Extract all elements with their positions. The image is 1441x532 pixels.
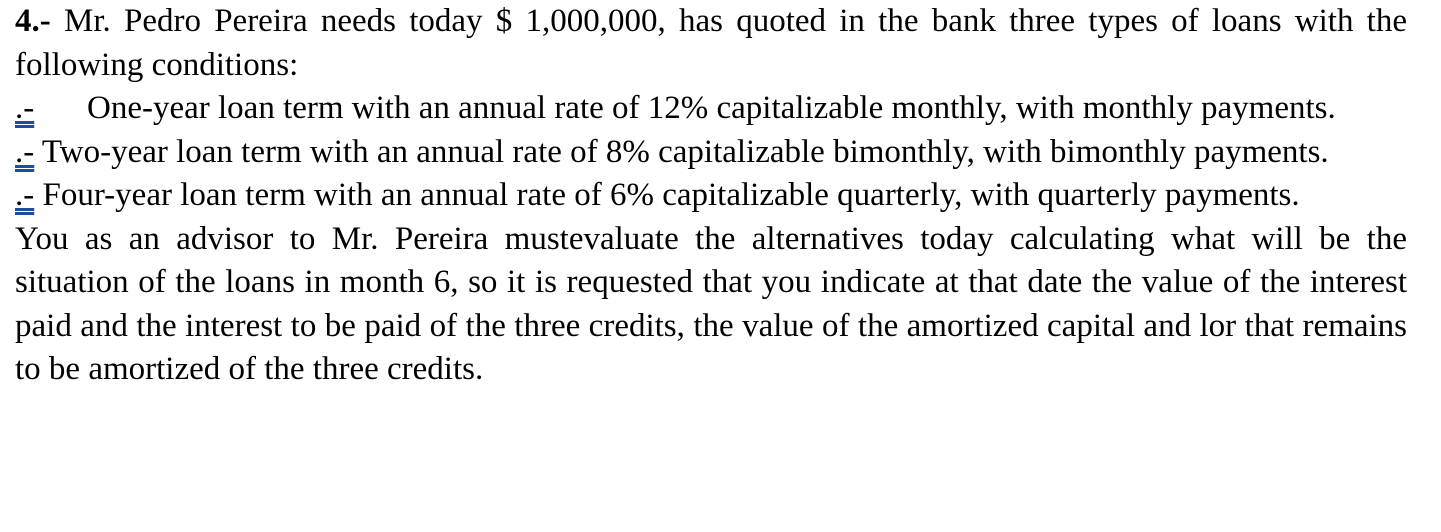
list-bullet: .- [15, 177, 35, 213]
list-bullet: .- [15, 90, 35, 126]
loan-option-text: One-year loan term with an annual rate of 12% capitalizable monthly, with monthly payments. [87, 90, 1336, 126]
loan-option-2 [15, 131, 1407, 175]
loan-option-1 [15, 87, 1407, 131]
document-body [15, 0, 1407, 392]
question-intro-text: Mr. Pedro Pereira needs today $ 1,000,000, has quoted in the bank three types of loans with the following conditions: [15, 3, 1407, 83]
list-bullet: .- [15, 133, 35, 170]
question-closing: You as an advisor to Mr. Pereira mustevaluate the alternatives today calculating what will be the situation of the loans in month 6, so it is requested that you indicate at that date the value of the interest paid and the interest to be paid of the three credits, the value of the amortized capital and lor that remains to be amortized of the three credits. [15, 220, 1407, 387]
loan-option-text: Four-year loan term with an annual rate of 6% capitalizable quarterly, with quarterly payments. [34, 177, 1300, 213]
question-number: 4.- [15, 3, 51, 39]
loan-option-3 [15, 174, 1407, 218]
question-intro [15, 0, 1407, 87]
loan-option-text: Two-year loan term with an annual rate of 8% capitalizable bimonthly, with bimonthly payments. [34, 133, 1329, 170]
